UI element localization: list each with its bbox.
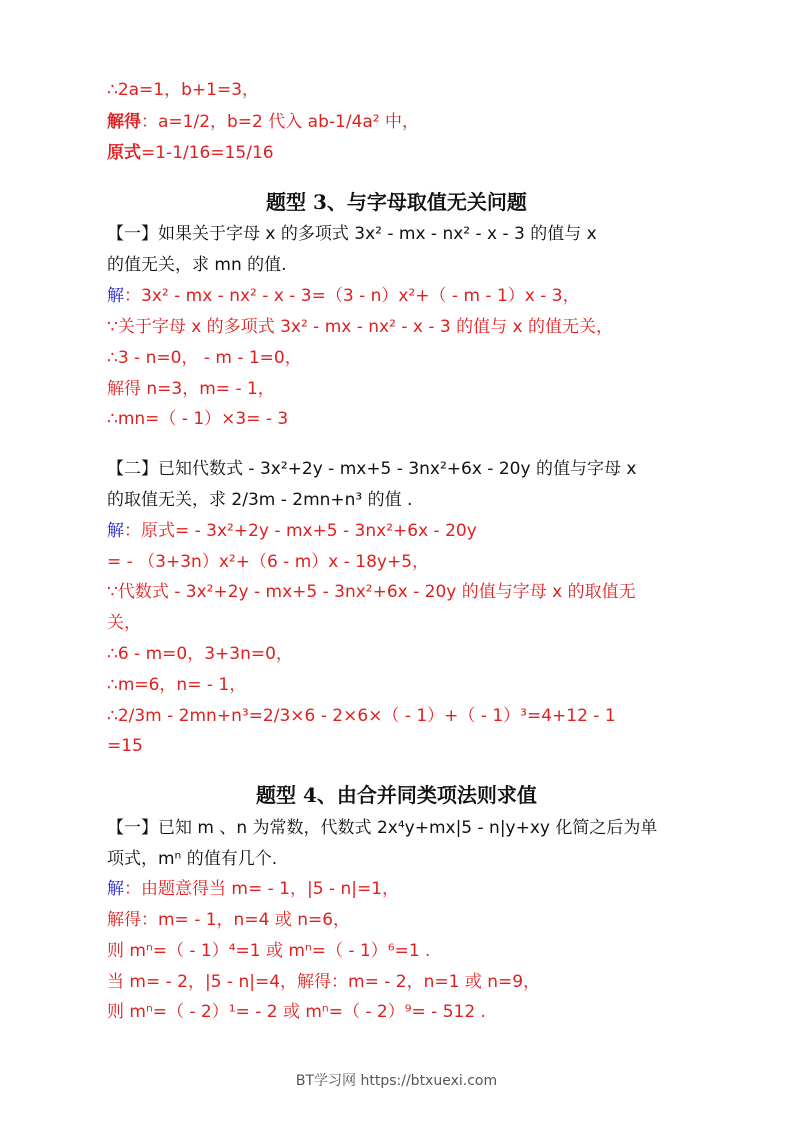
question-line: 【二】已知代数式 - 3x²+2y - mx+5 - 3nx²+6x - 20y 的值与字母 x <box>107 459 637 479</box>
solution-text: ：a=1/2，b=2 代入 ab-1/4a² 中， <box>141 112 420 132</box>
solution-line: 解得：m= - 1，n=4 或 n=6， <box>107 910 351 930</box>
question-line: 项式，mⁿ 的值有几个. <box>107 849 278 869</box>
solution-line: ∴3 - n=0， - m - 1=0， <box>107 348 302 368</box>
solution-line: ∴2a=1，b+1=3， <box>107 80 260 100</box>
solution-line <box>107 877 399 901</box>
solution-line: ∴6 - m=0，3+3n=0， <box>107 644 293 664</box>
solution-line: 则 mⁿ=（ - 1）⁴=1 或 mⁿ=（ - 1）⁶=1 . <box>107 941 431 961</box>
solution-line: =15 <box>107 736 143 756</box>
solution-text: ：由题意得当 m= - 1，|5 - n|=1， <box>124 879 400 899</box>
solution-label: 解 <box>107 879 124 899</box>
solution-line: 当 m= - 2，|5 - n|=4，解得：m= - 2，n=1 或 n=9， <box>107 972 541 992</box>
solution-text: ：3x² - mx - nx² - x - 3=（3 - n）x²+（ - m - 1）x - 3， <box>124 286 580 306</box>
solution-line: = - （3+3n）x²+（6 - m）x - 18y+5， <box>107 552 430 572</box>
question-line: 【一】已知 m 、n 为常数，代数式 2x⁴y+mx|5 - n|y+xy 化简之后为单 <box>107 818 658 838</box>
solution-line <box>107 284 580 308</box>
solution-keyword: 原式 <box>107 143 141 163</box>
solution-keyword: 解得 <box>107 112 141 132</box>
solution-label: 解 <box>107 521 124 541</box>
solution-line <box>107 519 477 543</box>
solution-line: ∵关于字母 x 的多项式 3x² - mx - nx² - x - 3 的值与 x 的值无关， <box>107 317 613 337</box>
solution-line <box>107 141 274 165</box>
solution-line: 则 mⁿ=（ - 2）¹= - 2 或 mⁿ=（ - 2）⁹= - 512 . <box>107 1002 486 1022</box>
solution-line: ∵代数式 - 3x²+2y - mx+5 - 3nx²+6x - 20y 的值与字母 x 的取值无 <box>107 582 636 602</box>
solution-text: =1-1/16=15/16 <box>141 143 274 163</box>
section-title: 题型 4、由合并同类项法则求值 <box>256 783 537 807</box>
solution-line <box>107 110 419 134</box>
solution-line: 解得 n=3，m= - 1， <box>107 379 275 399</box>
question-line: 的取值无关，求 2/3m - 2mn+n³ 的值 . <box>107 490 413 510</box>
question-line: 【一】如果关于字母 x 的多项式 3x² - mx - nx² - x - 3 的值与 x <box>107 224 597 244</box>
footer-watermark: BT学习网 https://btxuexi.com <box>295 1073 498 1089</box>
question-line: 的值无关，求 mn 的值. <box>107 255 287 275</box>
solution-line: ∴2/3m - 2mn+n³=2/3×6 - 2×6×（ - 1）+（ - 1）³=4+12 - 1 <box>107 706 616 726</box>
solution-line: ∴m=6，n= - 1， <box>107 675 247 695</box>
section-title: 题型 3、与字母取值无关问题 <box>266 190 527 214</box>
solution-line: 关， <box>107 613 141 633</box>
solution-text: ：原式= - 3x²+2y - mx+5 - 3nx²+6x - 20y <box>124 521 477 541</box>
solution-label: 解 <box>107 286 124 306</box>
solution-line: ∴mn=（ - 1）×3= - 3 <box>107 409 289 429</box>
